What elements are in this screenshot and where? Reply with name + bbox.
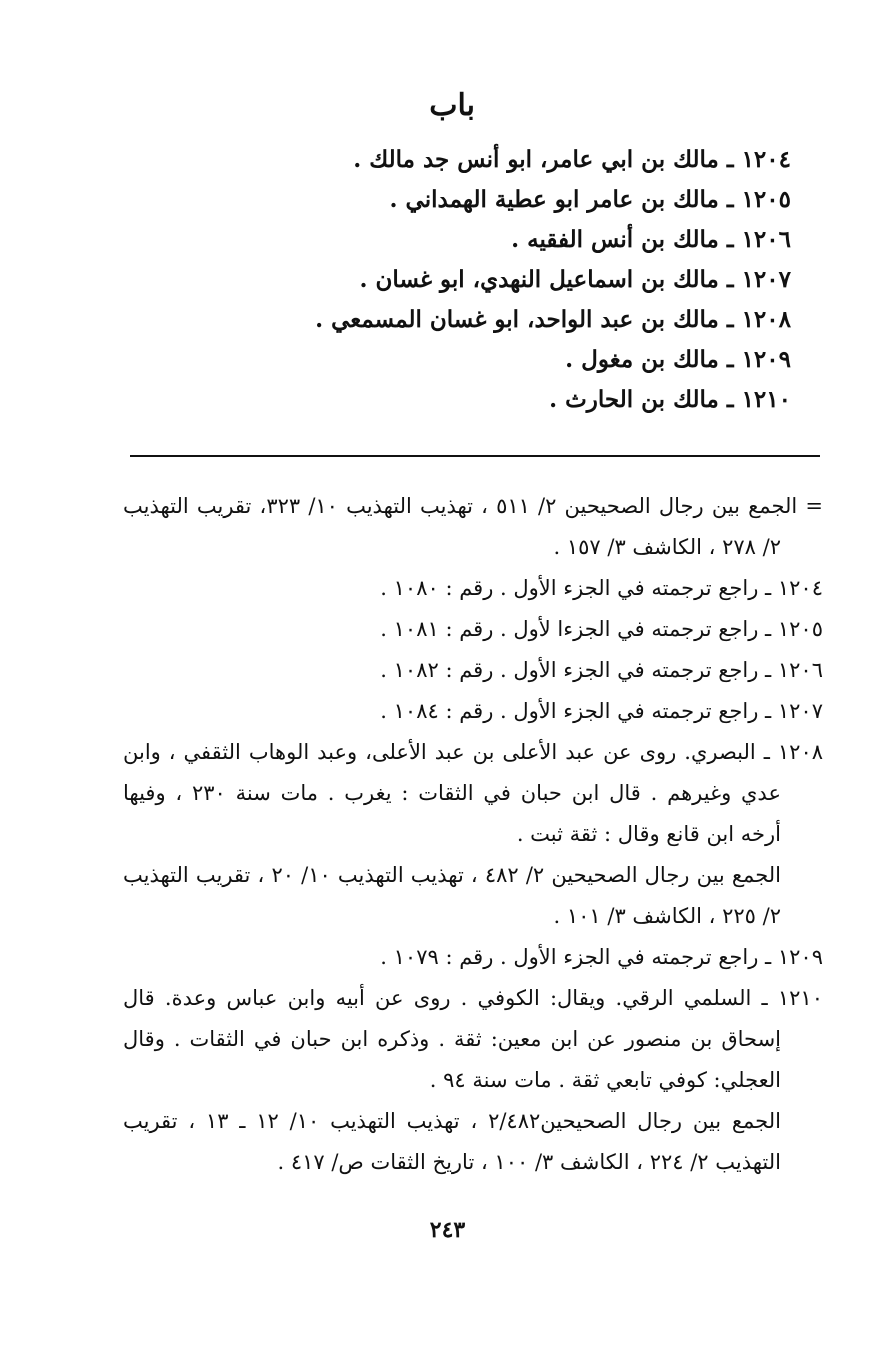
entry-item: ١٢٠٦ ـ مالك بن أنس الفقيه . bbox=[511, 226, 791, 253]
footnote-divider bbox=[130, 455, 820, 457]
entry-item: ١٢١٠ ـ مالك بن الحارث . bbox=[549, 386, 791, 413]
footnote-paragraph: الجمع بين رجال الصحيحين ٢/ ٤٨٢ ، تهذيب التهذيب ١٠/ ٢٠ ، تقريب التهذيب ٢/ ٢٢٥ ، الكاشف ٣/ ١٠١ . bbox=[123, 863, 781, 928]
entry-list bbox=[231, 140, 791, 420]
page-number: ٢٤٣ bbox=[429, 1217, 466, 1243]
footnotes-section bbox=[123, 486, 823, 1183]
entry-item: ١٢٠٩ ـ مالك بن مغول . bbox=[565, 346, 791, 373]
footnote-paragraph: ١٢٠٥ ـ راجع ترجمته في الجزءا لأول . رقم : ١٠٨١ . bbox=[380, 617, 823, 641]
footnote-paragraph: ١٢٠٤ ـ راجع ترجمته في الجزء الأول . رقم : ١٠٨٠ . bbox=[380, 576, 823, 600]
footnote-paragraph: ١٢٠٦ ـ راجع ترجمته في الجزء الأول . رقم : ١٠٨٢ . bbox=[380, 658, 823, 682]
footnote-paragraph: ١٢٠٩ ـ راجع ترجمته في الجزء الأول . رقم : ١٠٧٩ . bbox=[380, 945, 823, 969]
footnote-paragraph: ١٢١٠ ـ السلمي الرقي. ويقال: الكوفي . روى عن أبيه وابن عباس وعدة. قال إسحاق بن منصور عن ابن معين: ثقة . وذكره ابن حبان في الثقات . وقال العجلي: كوفي تابعي ثقة . مات سنة ٩٤ . bbox=[123, 986, 823, 1092]
entry-item: ١٢٠٧ ـ مالك بن اسماعيل النهدي، ابو غسان . bbox=[359, 266, 791, 293]
footnote-paragraph: ١٢٠٨ ـ البصري. روى عن عبد الأعلى بن عبد الأعلى، وعبد الوهاب الثقفي ، وابن عدي وغيرهم . قال ابن حبان في الثقات : يغرب . مات سنة ٢٣٠ ، وفيها أرخه ابن قانع وقال : ثقة ثبت . bbox=[123, 740, 824, 846]
footnote-paragraph: = الجمع بين رجال الصحيحين ٢/ ٥١١ ، تهذيب التهذيب ١٠/ ٣٢٣، تقريب التهذيب ٢/ ٢٧٨ ، الكاشف ٣/ ١٥٧ . bbox=[123, 494, 823, 559]
entry-item: ١٢٠٤ ـ مالك بن ابي عامر، ابو أنس جد مالك . bbox=[353, 146, 791, 173]
footnote-paragraph: الجمع بين رجال الصحيحين٢/٤٨٢ ، تهذيب التهذيب ١٠/ ١٢ ـ ١٣ ، تقريب التهذيب ٢/ ٢٢٤ ، الكاشف ٣/ ١٠٠ ، تاريخ الثقات ص/ ٤١٧ . bbox=[123, 1109, 781, 1174]
entry-item: ١٢٠٥ ـ مالك بن عامر ابو عطية الهمداني . bbox=[389, 186, 791, 213]
footnote-paragraph: ١٢٠٧ ـ راجع ترجمته في الجزء الأول . رقم : ١٠٨٤ . bbox=[380, 699, 823, 723]
section-heading: باب bbox=[429, 88, 475, 123]
entry-item: ١٢٠٨ ـ مالك بن عبد الواحد، ابو غسان المسمعي . bbox=[315, 306, 791, 333]
